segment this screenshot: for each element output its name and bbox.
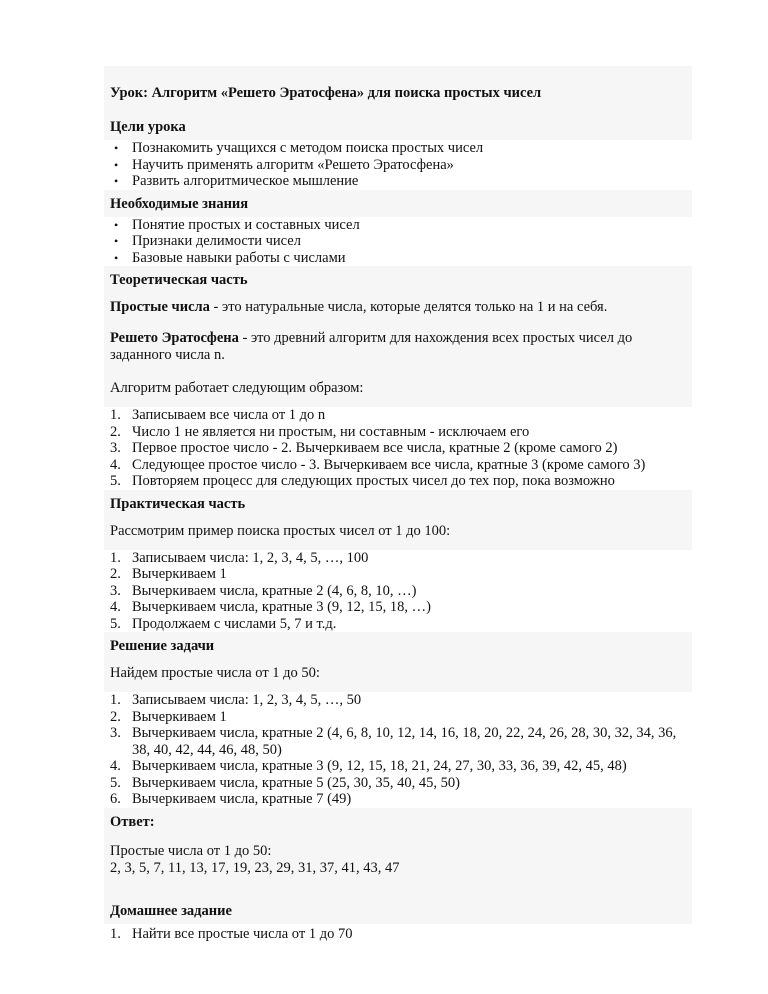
solution-heading: Решение задачи <box>104 632 692 659</box>
list-item: • Признаки делимости чисел <box>110 233 692 250</box>
sieve-definition <box>104 322 692 370</box>
prime-def-text: - это натуральные числа, которые делятся только на 1 и на себя. <box>209 299 608 315</box>
list-item: 2. Вычеркиваем 1 <box>110 708 227 725</box>
practice-heading: Практическая часть <box>104 490 692 517</box>
list-item: 2. Вычеркиваем 1 <box>110 566 227 582</box>
list-item: 1. Записываем числа: 1, 2, 3, 4, 5, …, 50 <box>110 692 362 708</box>
practice-steps <box>104 550 692 633</box>
homework-steps <box>104 924 692 943</box>
homework-heading: Домашнее задание <box>104 893 692 924</box>
list-item: 5. Продолжаем с числами 5, 7 и т.д. <box>110 615 337 632</box>
list-item: 3. Первое простое число - 2. Вычеркиваем все числа, кратные 2 (кроме самого 2) <box>110 440 618 456</box>
sieve-def-text: - это древний алгоритм для нахождения всех простых чисел до заданного числа n. <box>110 330 633 363</box>
goals-list <box>104 140 692 190</box>
list-item: 5. Вычеркиваем числа, кратные 5 (25, 30, 35, 40, 45, 50) <box>110 774 460 791</box>
list-item: • Познакомить учащихся с методом поиска простых чисел <box>110 140 692 157</box>
list-item: 6. Вычеркиваем числа, кратные 7 (49) <box>110 791 352 807</box>
theory-steps <box>104 407 692 490</box>
solution-steps <box>104 692 692 808</box>
goals-heading: Цели урока <box>104 113 692 140</box>
document-page <box>104 66 692 942</box>
algorithm-intro: Алгоритм работает следующим образом: <box>104 370 692 407</box>
knowledge-list <box>104 217 692 267</box>
theory-heading: Теоретическая часть <box>104 266 692 293</box>
list-item: • Понятие простых и составных чисел <box>110 217 692 234</box>
list-item: 1. Найти все простые числа от 1 до 70 <box>110 925 353 942</box>
list-item: 3. Вычеркиваем числа, кратные 2 (4, 6, 8, 10, 12, 14, 16, 18, 20, 22, 24, 26, 28, 30, 32, 34, 36, 38, 40, 42, 44, 46, 48, 50) <box>110 725 677 758</box>
practice-intro: Рассмотрим пример поиска простых чисел от 1 до 100: <box>104 517 692 550</box>
list-item: 1. Записываем числа: 1, 2, 3, 4, 5, …, 100 <box>110 549 369 566</box>
list-item: 2. Число 1 не является ни простым, ни составным - исключаем его <box>110 423 530 440</box>
prime-term: Простые числа <box>110 299 210 315</box>
answer-text: Простые числа от 1 до 50: 2, 3, 5, 7, 11, 13, 17, 19, 23, 29, 31, 37, 41, 43, 47 <box>104 835 692 893</box>
list-item: 3. Вычеркиваем числа, кратные 2 (4, 6, 8, 10, …) <box>110 582 417 599</box>
list-item: 4. Следующее простое число - 3. Вычеркиваем все числа, кратные 3 (кроме самого 3) <box>110 456 646 473</box>
lesson-title: Урок: Алгоритм «Решето Эратосфена» для поиска простых чисел <box>104 66 692 113</box>
answer-heading: Ответ: <box>104 808 692 835</box>
list-item: • Базовые навыки работы с числами <box>110 250 692 267</box>
list-item: 4. Вычеркиваем числа, кратные 3 (9, 12, 15, 18, 21, 24, 27, 30, 33, 36, 39, 42, 45, 48) <box>110 758 627 774</box>
list-item: • Научить применять алгоритм «Решето Эратосфена» <box>110 157 692 174</box>
list-item: 4. Вычеркиваем числа, кратные 3 (9, 12, 15, 18, …) <box>110 599 431 615</box>
list-item: • Развить алгоритмическое мышление <box>110 173 692 190</box>
knowledge-heading: Необходимые знания <box>104 190 692 217</box>
list-item: 5. Повторяем процесс для следующих простых чисел до тех пор, пока возможно <box>110 473 615 489</box>
prime-definition <box>104 293 692 322</box>
sieve-term: Решето Эратосфена <box>110 330 239 346</box>
solution-intro: Найдем простые числа от 1 до 50: <box>104 659 692 692</box>
list-item: 1. Записываем все числа от 1 до n <box>110 407 326 423</box>
